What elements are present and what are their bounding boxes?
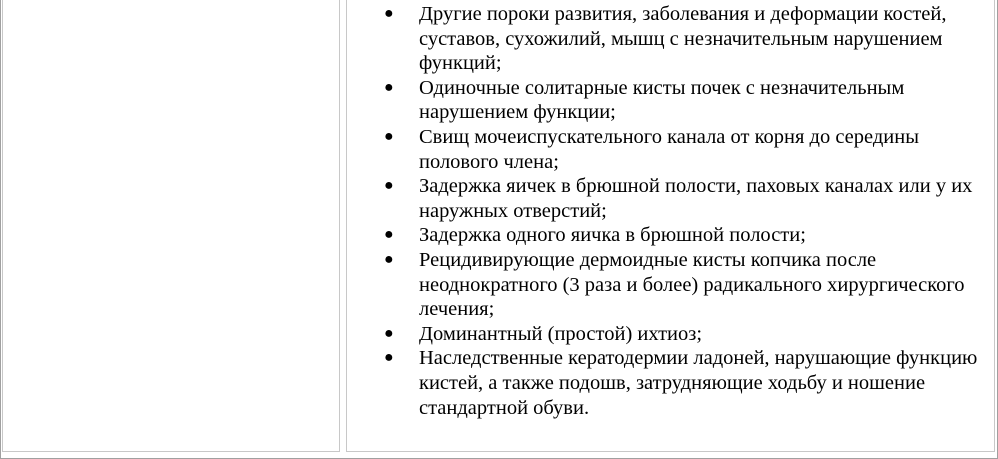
bullet-list (384, 2, 989, 420)
list-item-text: Одиночные солитарные кисты почек с незначительным нарушением функции; (419, 76, 905, 124)
list-item-text: Задержка одного яичка в брюшной полости; (419, 224, 806, 247)
list-item (384, 125, 989, 174)
list-item-text: Задержка яичек в брюшной полости, паховых каналах или у их наружных отверстий; (419, 175, 973, 222)
list-item (384, 2, 989, 76)
list-item (384, 322, 989, 347)
list-item-text: Другие пороки развития, заболевания и деформации костей, суставов, сухожилий, мышц с незначительным нарушением функций; (419, 3, 947, 75)
bullet-icon: ● (384, 349, 394, 367)
bullet-icon: ● (384, 226, 394, 244)
list-item-text: Наследственные кератодермии ладоней, нарушающие функцию кистей, а также подошв, затрудняющие ходьбу и ношение стандартной обуви. (419, 347, 978, 419)
list-item-text: Доминантный (простой) ихтиоз; (419, 322, 703, 345)
bullet-icon: ● (384, 127, 394, 145)
bullet-icon: ● (384, 5, 394, 22)
bullet-icon: ● (384, 78, 394, 96)
list-item (384, 76, 989, 125)
list-item (384, 223, 989, 248)
list-item-text: Свищ мочеиспускательного канала от корня до середины полового члена; (419, 125, 920, 173)
list-item (384, 346, 989, 420)
bullet-icon: ● (384, 324, 394, 342)
bullet-icon: ● (384, 250, 394, 268)
list-item-text: Рецидивирующие дермоидные кисты копчика после неоднократного (3 раза и более) радикального хирургического лечения; (419, 248, 965, 321)
table-cell-left (2, 0, 340, 452)
bullet-icon: ● (384, 177, 394, 195)
list-item (384, 174, 989, 223)
table-cell-right (346, 0, 995, 452)
list-item (384, 248, 989, 322)
